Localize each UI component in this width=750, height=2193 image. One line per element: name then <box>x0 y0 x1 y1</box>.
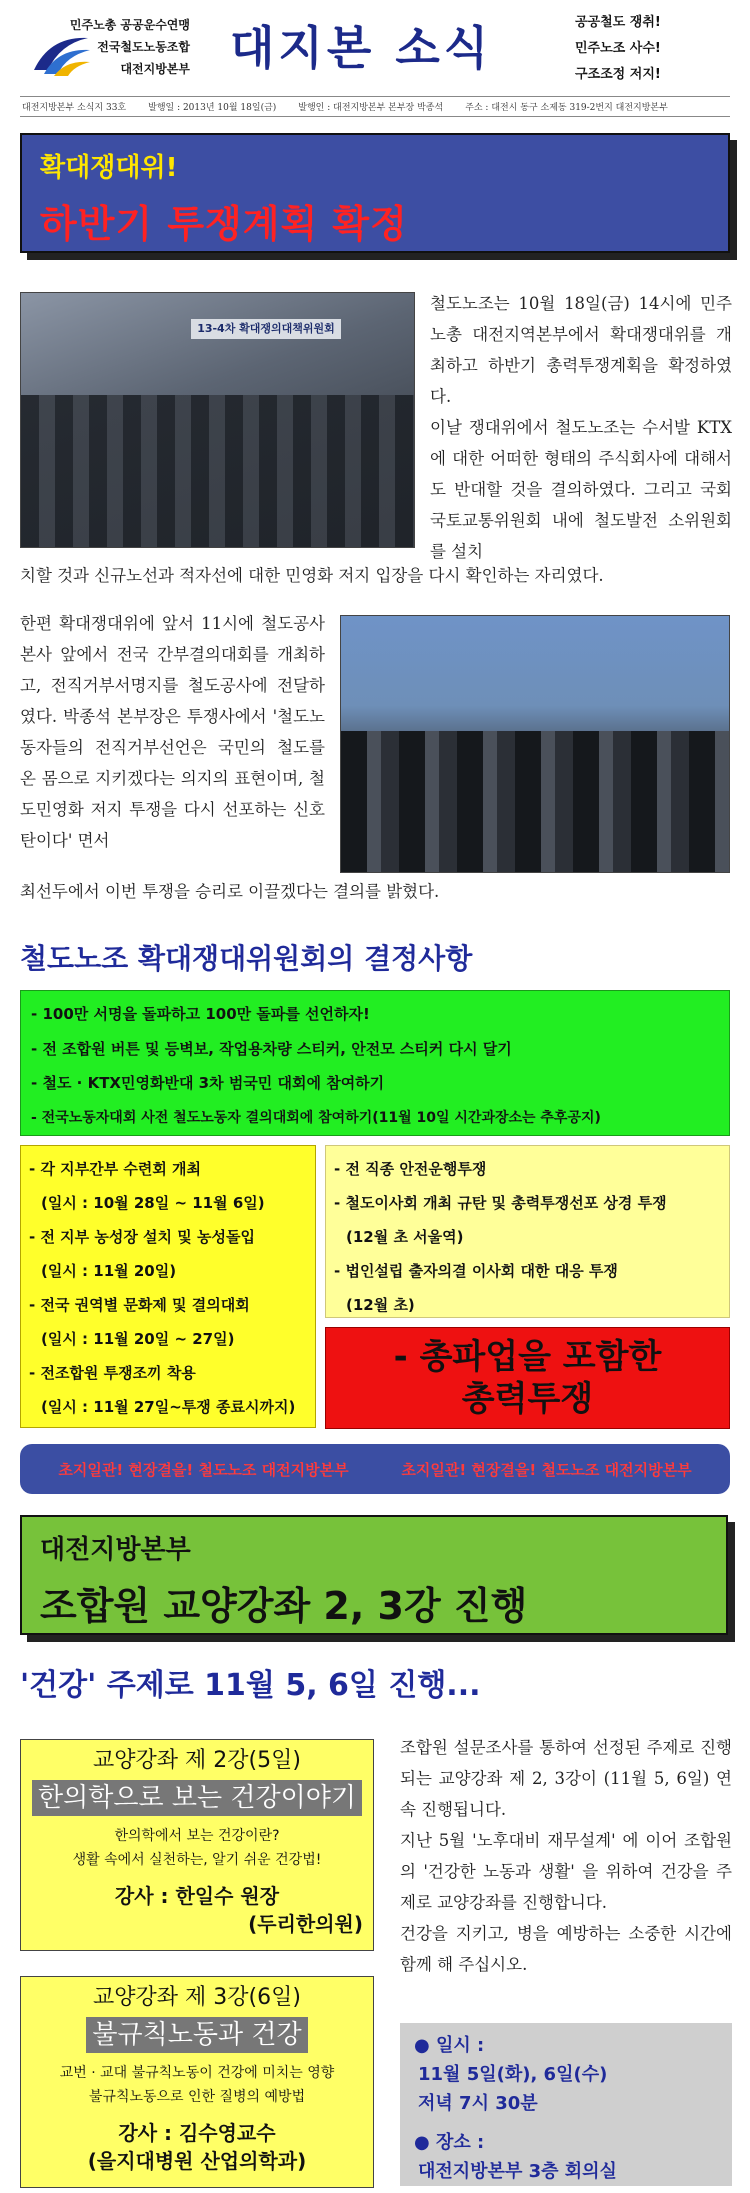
section1-paragraph1: 철도노조는 10월 18일(금) 14시에 민주노총 대전지역본부에서 확대쟁대위를 개최하고 하반기 총력투쟁계획을 확정하였다. 이날 쟁대위에서 철도노조는 수서발 KTX에 대한 어떠한 형태의 주식회사에 대해서도 반대할 것을 결의하였다. 그리고 국회 국토교통위원회 내에 철도발전 소위원회를 설치 <box>430 294 732 561</box>
org-line-branch: 대전지방본부 <box>120 62 190 76</box>
general-strike-line2: 총력투쟁 <box>461 1379 594 1419</box>
struggle-date: (12월 초 서울역) <box>346 1228 464 1246</box>
meeting-photo-audience <box>21 395 414 547</box>
banner-slogan: 초지일관! 현장결을! 철도노조 대전지방본부 <box>58 1460 349 1479</box>
lecture-info-box <box>400 2023 732 2186</box>
info-place-label: ● 장소 : <box>414 2132 485 2153</box>
section2-header-box <box>20 1515 728 1635</box>
decisions-heading: 철도노조 확대쟁대위원회의 결정사항 <box>20 942 473 975</box>
org-line-union: 전국철도노동조합 <box>97 40 190 54</box>
section1-paragraph1-continued: 치할 것과 신규노선과 적자선에 대한 민영화 저지 입장을 다시 확인하는 자리였다. <box>20 566 604 585</box>
decisions-green-box <box>20 990 730 1136</box>
section2-body: 조합원 설문조사를 통하여 선정된 주제로 진행되는 교양강좌 제 2, 3강이 (11월 5, 6일) 연속 진행됩니다. 지난 5월 '노후대비 재무설계' 에 이어 조합원의 '건강한 노동과 생활' 을 위하여 건강을 주제로 교양강좌를 진행합니다. 건강을 지키고, 병을 예방하는 소중한 시간에 함께 해 주십시오. <box>400 1738 732 1974</box>
schedule-date: (일시 : 10월 28일 ~ 11월 6일) <box>41 1194 265 1212</box>
lecture-affiliation: (두리한의원) <box>248 1912 363 1936</box>
publisher: 발행인 : 대전지방본부 본부장 박종석 <box>298 103 444 113</box>
lecture-description-2: 불규칙노동으로 인한 질병의 예방법 <box>88 2089 306 2105</box>
lecture2-box <box>20 1739 374 1951</box>
schedule-date: (일시 : 11월 27일~투쟁 종료시까지) <box>41 1398 296 1416</box>
decision-item: - 전 조합원 버튼 및 등벽보, 작업용차량 스티커, 안전모 스티커 다시 달기 <box>31 1039 512 1058</box>
schedule-item: - 전국 권역별 문화제 및 결의대회 <box>29 1296 250 1314</box>
schedule-date: (일시 : 11월 20일) <box>41 1262 177 1280</box>
issue-number: 대전지방본부 소식지 33호 <box>22 103 127 113</box>
org-line-federation: 민주노총 공공운수연맹 <box>69 18 190 32</box>
section1-paragraph2: 한편 확대쟁대위에 앞서 11시에 철도공사 본사 앞에서 전국 간부결의대회를 개최하고, 전직거부서명지를 철도공사에 전달하였다. 박종석 본부장은 투쟁사에서 '철도노동자들의 전직거부선언은 국민의 철도를 온 몸으로 지키겠다는 의지의 표현이며, 철도민영화 저지 투쟁을 다시 선포하는 신호탄이다' 면서 <box>20 614 325 850</box>
slogan-block <box>575 10 661 88</box>
meeting-photo-banner: 13-4차 확대쟁의대책위원회 <box>191 319 341 339</box>
struggle-item: - 법인설립 출자의결 이사회 대한 대응 투쟁 <box>334 1262 618 1280</box>
schedule-item: - 전 지부 농성장 설치 및 농성돌입 <box>29 1228 255 1246</box>
banner-slogan: 초지일관! 현장결을! 철도노조 대전지방본부 <box>401 1460 692 1479</box>
slogan-1: 공공철도 쟁취! <box>575 15 661 30</box>
lecture-lecturer: 강사 : 한일수 원장 <box>114 1884 280 1908</box>
slogan-3: 구조조정 저지! <box>575 67 661 82</box>
union-logo-icon <box>30 30 92 80</box>
meeting-photo <box>20 292 415 548</box>
decision-item: - 100만 서명을 돌파하고 100만 돌파를 선언하자! <box>31 1005 370 1023</box>
info-date-value: 11월 5일(화), 6일(수) <box>418 2064 608 2085</box>
lecture-description-1: 한의학에서 보는 건강이란? <box>114 1828 280 1844</box>
struggle-item: - 전 직종 안전운행투쟁 <box>334 1160 487 1178</box>
slogan-2: 민주노조 사수! <box>575 41 661 56</box>
schedule-item: - 각 지부간부 수련회 개최 <box>29 1160 202 1178</box>
general-strike-line1: - 총파업을 포함한 <box>393 1337 662 1377</box>
address: 주소 : 대전시 동구 소제동 319-2번지 대전지방본부 <box>465 103 668 113</box>
schedule-date: (일시 : 11월 20일 ~ 27일) <box>41 1330 235 1348</box>
section2-title: 조합원 교양강좌 2, 3강 진행 <box>40 1584 528 1628</box>
publish-date: 발행일 : 2013년 10월 18일(금) <box>148 103 277 113</box>
section1-header-box <box>20 133 730 253</box>
info-date-label: ● 일시 : <box>414 2035 485 2056</box>
info-time-value: 저녁 7시 30분 <box>418 2093 538 2114</box>
lecture-heading: 교양강좌 제 3강(6일) <box>93 1985 301 2010</box>
slogan-banner <box>20 1444 730 1494</box>
newsletter-title: 대지본 소식 <box>230 21 493 75</box>
lecture-description-1: 교번 · 교대 불규칙노동이 건강에 미치는 영향 <box>59 2065 335 2081</box>
struggle-date: (12월 초) <box>346 1296 415 1314</box>
decisions-struggle-box <box>325 1145 730 1318</box>
general-strike-box <box>325 1327 730 1429</box>
info-place-value: 대전지방본부 3층 회의실 <box>418 2161 617 2182</box>
lecture-description-2: 생활 속에서 실천하는, 알기 쉬운 건강법! <box>72 1852 322 1868</box>
lecture-lecturer: 강사 : 김수영교수 <box>118 2121 276 2145</box>
section1-title: 하반기 투쟁계획 확정 <box>40 202 408 246</box>
section2-kicker: 대전지방본부 <box>40 1535 191 1565</box>
decision-item: - 전국노동자대회 사전 철도노동자 결의대회에 참여하기(11월 10일 시간과장소는 추후공지) <box>31 1109 601 1126</box>
struggle-item: - 철도이사회 개최 규탄 및 총력투쟁선포 상경 투쟁 <box>334 1194 667 1212</box>
publication-meta-bar <box>20 96 730 117</box>
march-photo <box>340 615 730 873</box>
lecture-topic: 한의학으로 보는 건강이야기 <box>32 1780 362 1816</box>
lecture-topic: 불규칙노동과 건강 <box>86 2017 307 2053</box>
section1-paragraph2-continued: 최선두에서 이번 투쟁을 승리로 이끌겠다는 결의를 밝혔다. <box>20 882 440 901</box>
section2-subheading: '건강' 주제로 11월 5, 6일 진행... <box>20 1668 481 1703</box>
decision-item: - 철도 · KTX민영화반대 3차 범국민 대회에 참여하기 <box>31 1074 385 1092</box>
march-photo-people <box>341 731 729 872</box>
lecture-affiliation: (을지대병원 산업의학과) <box>87 2149 307 2173</box>
lecture-heading: 교양강좌 제 2강(5일) <box>93 1748 301 1773</box>
lecture3-box <box>20 1976 374 2188</box>
decisions-schedule-box <box>20 1145 316 1428</box>
section1-kicker: 확대쟁대위! <box>40 153 178 183</box>
schedule-item: - 전조합원 투쟁조끼 착용 <box>29 1364 196 1382</box>
